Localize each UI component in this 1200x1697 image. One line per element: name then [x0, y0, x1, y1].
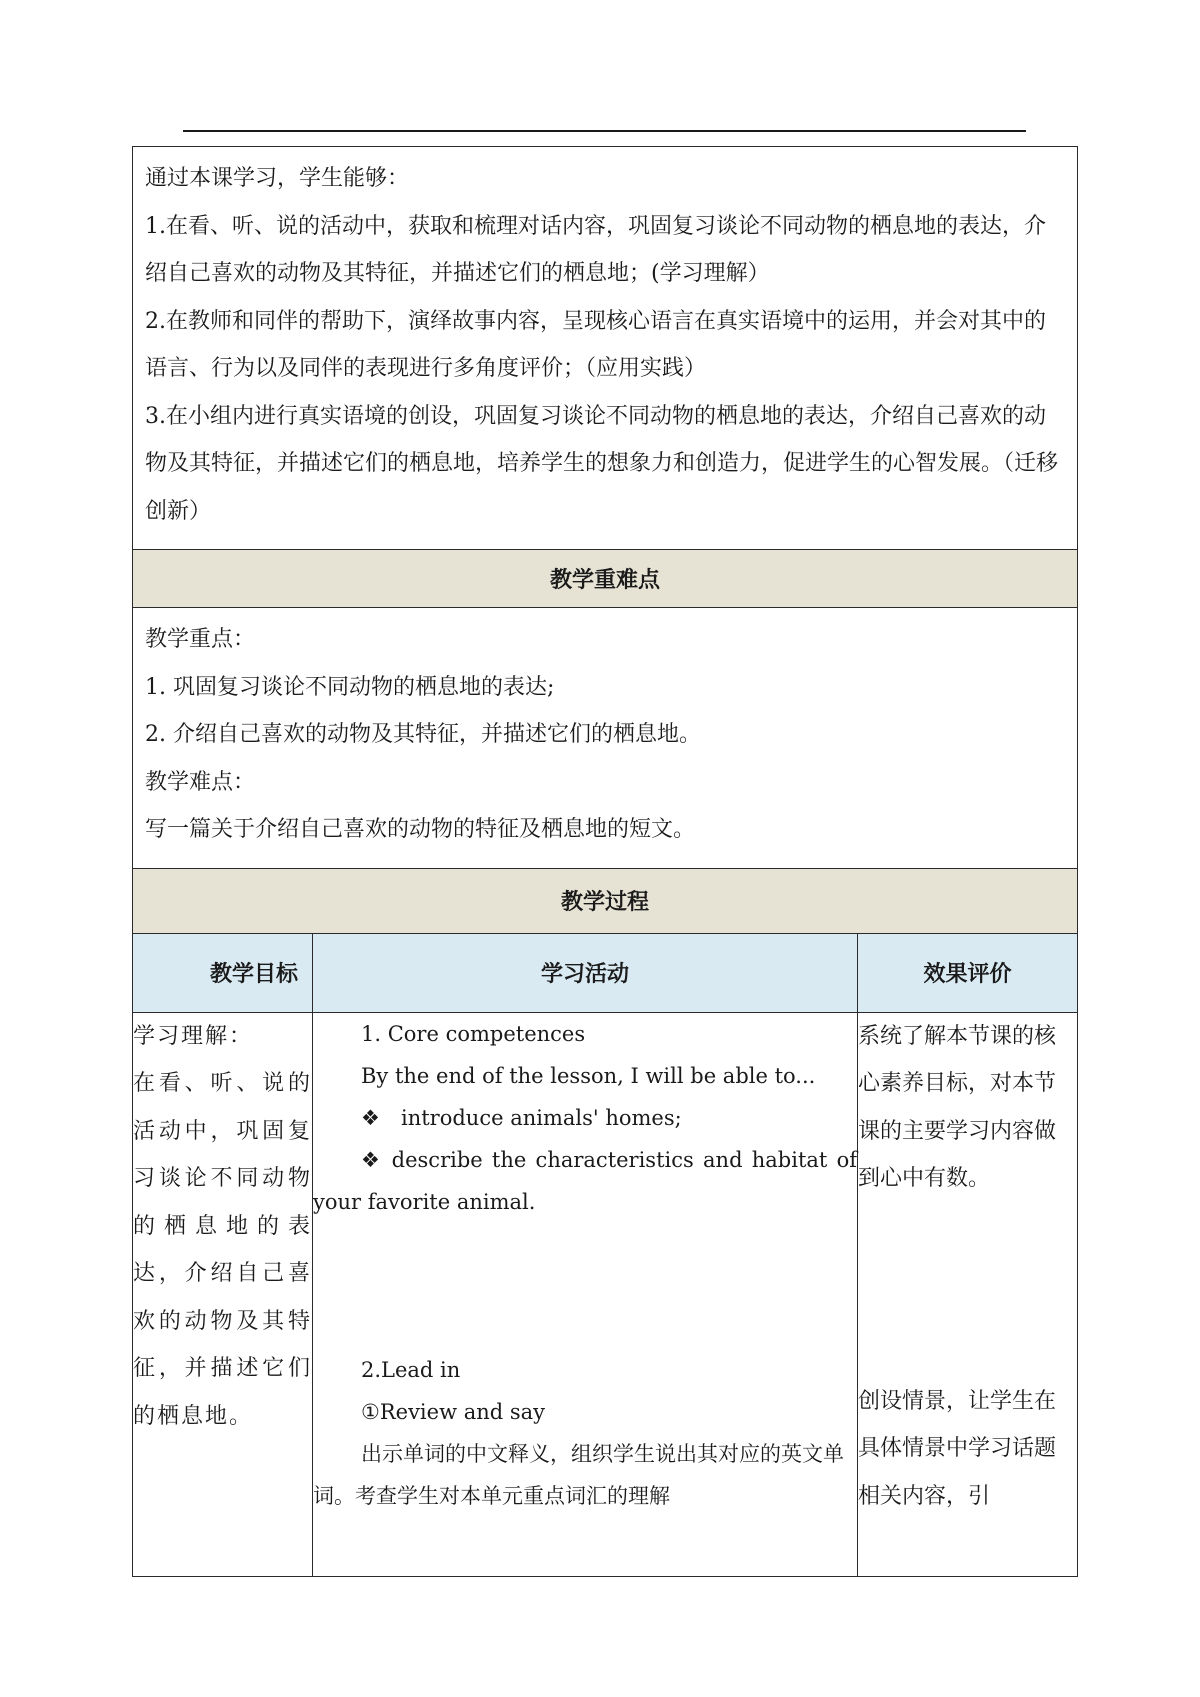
bullet-text-2-continued: your favorite animal.	[313, 1189, 536, 1214]
objective-item-1: 1.在看、听、说的活动中，获取和梳理对话内容，巩固复习谈论不同动物的栖息地的表达，介绍自己喜欢的动物及其特征，并描述它们的栖息地；(学习理解）	[145, 213, 1046, 286]
evaluation-text-1: 系统了解本节课的核心素养目标，对本节课的主要学习内容做到心中有数。	[858, 1023, 1057, 1191]
core-competences-intro: By the end of the lesson, I will be able to...	[361, 1063, 816, 1088]
focus-item-1: 1. 巩固复习谈论不同动物的栖息地的表达;	[145, 674, 555, 700]
column-header-goal: 教学目标	[133, 933, 313, 1012]
activity-cell	[313, 1012, 858, 1576]
goal-label: 学习理解：	[133, 1023, 254, 1049]
bullet-text-2: describe the characteristics and habitat of	[391, 1147, 858, 1172]
objective-item-2: 2.在教师和同伴的帮助下，演绎故事内容，呈现核心语言在真实语境中的运用，并会对其中的语言、行为以及同伴的表现进行多角度评价；（应用实践）	[145, 308, 1046, 381]
key-points-header: 教学重难点	[133, 550, 1078, 608]
bullet-text-1: introduce animals' homes;	[401, 1105, 682, 1130]
evaluation-spacer	[858, 1203, 1077, 1378]
key-points-header-row	[133, 550, 1078, 608]
diamond-bullet-icon: ❖	[361, 1147, 383, 1172]
objectives-row	[133, 147, 1078, 550]
lead-in-text: 出示单词的中文释义，组织学生说出其对应的英文单词。考查学生对本单元重点词汇的理解	[313, 1441, 844, 1508]
evaluation-text-2: 创设情景，让学生在具体情景中学习话题相关内容，引	[858, 1388, 1057, 1509]
key-points-cell	[133, 608, 1078, 869]
objectives-intro: 通过本课学习，学生能够：	[145, 166, 410, 191]
lead-in-title: 2.Lead in	[361, 1357, 461, 1382]
difficulty-label: 教学难点：	[145, 769, 256, 795]
key-points-row	[133, 608, 1078, 869]
activity-spacer	[313, 1223, 857, 1349]
difficulty-text: 写一篇关于介绍自己喜欢的动物的特征及栖息地的短文。	[145, 817, 696, 842]
column-header-activity: 学习活动	[313, 933, 858, 1012]
bullet-item-1	[313, 1097, 857, 1139]
lesson-plan-table	[132, 146, 1078, 1577]
bullet-item-2	[313, 1139, 857, 1181]
column-header-row	[133, 933, 1078, 1012]
process-row	[133, 1012, 1078, 1576]
diamond-bullet-icon: ❖	[361, 1105, 380, 1130]
evaluation-cell	[858, 1012, 1078, 1576]
process-header-row	[133, 868, 1078, 933]
column-header-evaluation: 效果评价	[858, 933, 1078, 1012]
process-header: 教学过程	[133, 868, 1078, 933]
header-rule	[183, 130, 1026, 132]
core-competences-title: 1. Core competences	[361, 1021, 586, 1046]
focus-item-2: 2. 介绍自己喜欢的动物及其特征，并描述它们的栖息地。	[145, 722, 701, 747]
lead-in-subtitle: ①Review and say	[361, 1399, 546, 1424]
objective-item-3: 3.在小组内进行真实语境的创设，巩固复习谈论不同动物的栖息地的表达，介绍自己喜欢的动物及其特征，并描述它们的栖息地，培养学生的想象力和创造力，促进学生的心智发展。（迁移创新）	[145, 403, 1059, 524]
goal-text: 在看、听、说的活动中，巩固复习谈论不同动物的栖息地的表达，介绍自己喜欢的动物及其特征，并描述它们的栖息地。	[133, 1071, 312, 1429]
focus-label: 教学重点：	[145, 627, 256, 652]
objectives-cell	[133, 147, 1078, 550]
goal-cell	[133, 1012, 313, 1576]
